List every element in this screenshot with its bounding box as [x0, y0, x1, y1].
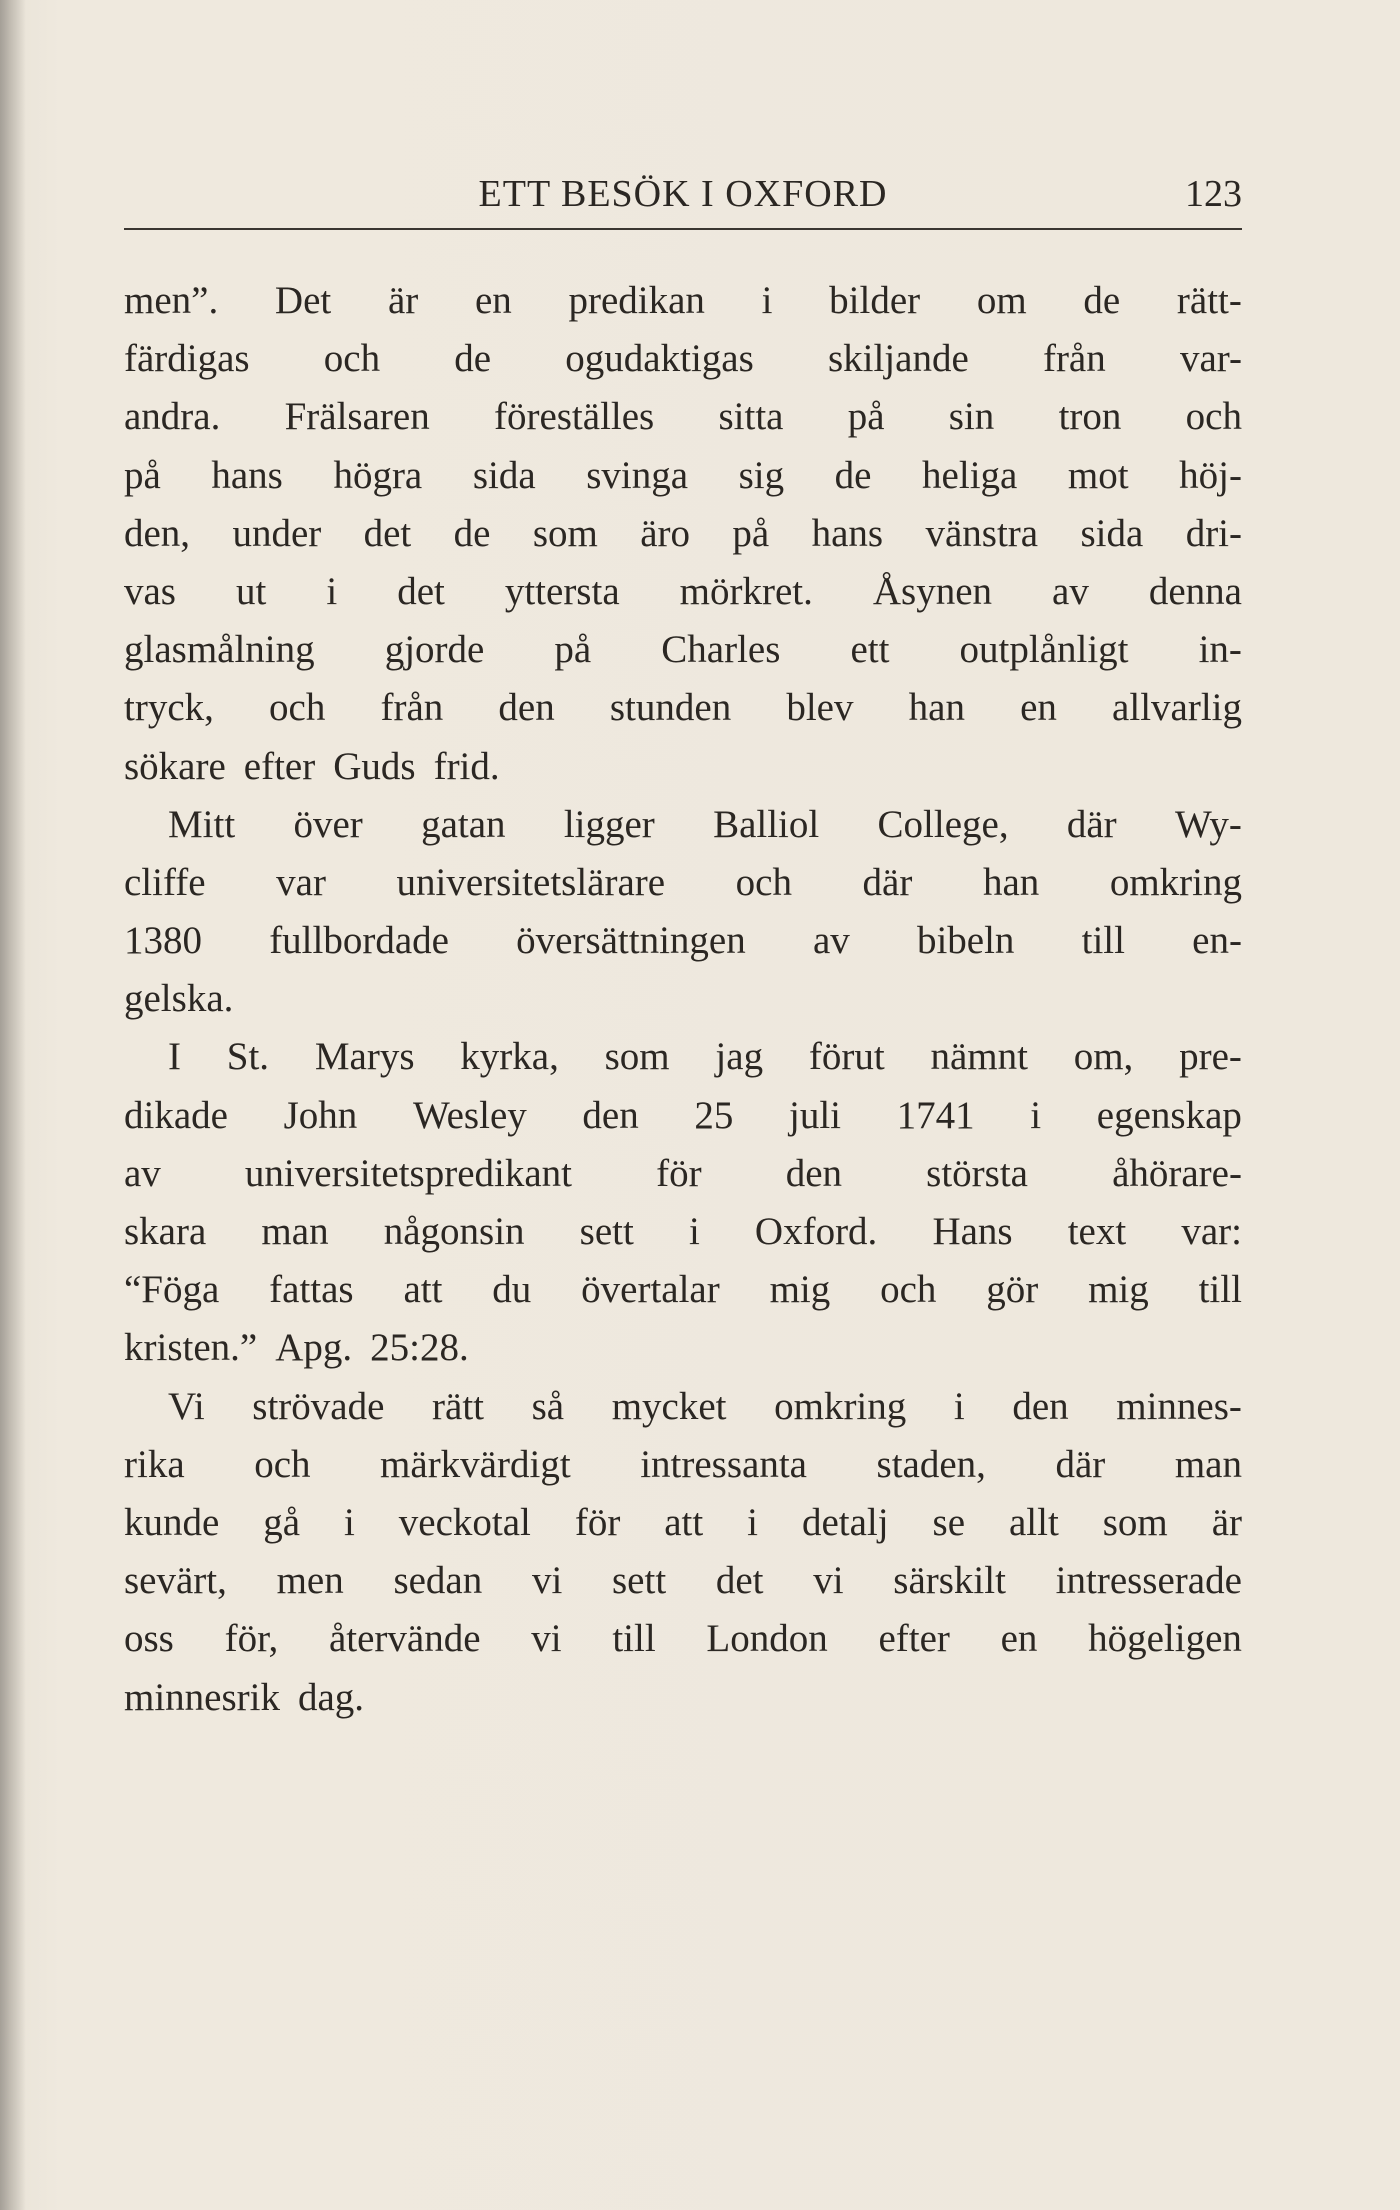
word: och [880, 1268, 937, 1312]
word: vänstra [925, 511, 1039, 555]
text-line [124, 679, 1242, 737]
word: skara [124, 1210, 207, 1253]
word: 1741 [896, 1093, 975, 1137]
word: sett [579, 1210, 634, 1253]
text-line [124, 621, 1242, 679]
word: blev [786, 686, 854, 730]
word: höj- [1179, 453, 1242, 497]
word: av [812, 919, 850, 963]
word: fullbordade [269, 919, 449, 963]
word: mig [1088, 1268, 1149, 1312]
text-line [124, 1552, 1242, 1610]
text-line [124, 1203, 1242, 1261]
word: sett [612, 1559, 667, 1603]
word: minnes- [1116, 1384, 1242, 1428]
text-line [124, 505, 1242, 563]
word: och [735, 860, 792, 904]
word: intresserade [1055, 1559, 1242, 1603]
running-head [124, 168, 1242, 228]
word: en- [1192, 919, 1242, 963]
word: skiljande [827, 337, 969, 381]
word: efter [243, 744, 316, 788]
word: vi [531, 1559, 563, 1603]
word: de [453, 511, 491, 555]
word: kunde [124, 1500, 220, 1544]
text-line [124, 1378, 1242, 1436]
word: till [612, 1617, 656, 1661]
word: Frälsaren [284, 395, 430, 439]
word: kristen.” [124, 1326, 258, 1370]
word: från [380, 686, 444, 730]
word: minnesrik [124, 1675, 280, 1719]
word: största [926, 1151, 1028, 1195]
word: den [785, 1151, 843, 1195]
word: från [1042, 337, 1106, 381]
word: övertalar [581, 1268, 720, 1312]
word: allt [1008, 1500, 1059, 1544]
word: en [1000, 1617, 1038, 1661]
word: sig [738, 453, 785, 497]
text-line [124, 272, 1242, 330]
text-line [124, 330, 1242, 388]
word: se [932, 1500, 966, 1544]
word: ogudaktigas [565, 337, 754, 381]
word: egenskap [1096, 1093, 1242, 1137]
word: Hans [932, 1210, 1013, 1253]
word: ut [236, 569, 267, 613]
word: mot [1067, 453, 1129, 497]
word: gjorde [384, 628, 485, 672]
text-line [124, 912, 1242, 970]
word: allvarlig [1112, 686, 1242, 730]
word: och [254, 1442, 311, 1486]
word: under [232, 511, 322, 555]
word: cliffe [124, 860, 206, 904]
word: outplånligt [959, 628, 1129, 672]
word: över [293, 802, 363, 846]
word: åhörare- [1112, 1151, 1242, 1195]
word: så [531, 1384, 565, 1428]
word: som [604, 1035, 670, 1079]
word: universitetslärare [396, 860, 666, 904]
word: rätt- [1176, 279, 1242, 322]
text-line [124, 1087, 1242, 1145]
word: svinga [586, 453, 689, 497]
word: den [498, 686, 555, 730]
word: Marys [314, 1035, 415, 1079]
word: vi [531, 1617, 562, 1661]
word: ligger [563, 802, 655, 846]
word: att [664, 1500, 704, 1544]
word: frid. [433, 744, 500, 788]
word: var: [1181, 1210, 1242, 1253]
word: på [554, 628, 592, 672]
word: han [908, 686, 965, 730]
word: men [276, 1559, 344, 1603]
text-line [124, 970, 1242, 1028]
word: rätt [432, 1384, 484, 1428]
word: färdigas [124, 337, 250, 381]
word: att [403, 1268, 443, 1312]
word: han [982, 860, 1040, 904]
spine-shadow [0, 0, 26, 2210]
word: I [168, 1035, 181, 1079]
word: för [574, 1500, 621, 1544]
word: man [261, 1210, 329, 1253]
word: på [124, 453, 161, 497]
word: för [656, 1151, 702, 1195]
word: Charles [661, 628, 781, 672]
word: det [363, 511, 412, 555]
word: efter [878, 1617, 950, 1661]
word: John [283, 1093, 358, 1137]
word: Apg. [275, 1326, 353, 1370]
word: mig [769, 1268, 831, 1312]
word: sitta [718, 395, 784, 439]
word: i [326, 569, 338, 613]
word: intressanta [640, 1442, 807, 1486]
word: är [387, 279, 419, 322]
word: “Föga [124, 1268, 220, 1312]
word: på [732, 511, 770, 555]
word: om, [1073, 1035, 1134, 1079]
word: andra. [124, 395, 221, 439]
word: och [1185, 395, 1242, 439]
text-line [124, 1261, 1242, 1319]
word: sevärt, [124, 1559, 227, 1603]
word: översättningen [516, 919, 746, 963]
text-line [124, 563, 1242, 621]
word: var [276, 860, 326, 904]
word: 25 [694, 1093, 734, 1137]
text-line [124, 738, 1242, 796]
word: stunden [609, 686, 732, 730]
word: gör [986, 1268, 1039, 1312]
word: College, [877, 802, 1009, 846]
word: som [532, 511, 598, 555]
word: det [397, 569, 445, 613]
word: hans [211, 453, 283, 497]
page-number: 123 [1185, 173, 1242, 215]
word: dikade [124, 1093, 228, 1137]
word: märkvärdigt [380, 1442, 571, 1486]
word: sida [1080, 511, 1144, 555]
word: gatan [421, 802, 506, 846]
text-line [124, 1028, 1242, 1086]
text-line [124, 1494, 1242, 1552]
word: dri- [1185, 511, 1242, 555]
word: i [747, 1500, 759, 1544]
word: hans [811, 511, 884, 555]
word: som [1102, 1500, 1168, 1544]
word: äro [640, 511, 691, 555]
word: där [1055, 1442, 1106, 1486]
running-title: ETT BESÖK I OXFORD [478, 173, 888, 215]
word: bilder [829, 279, 921, 322]
word: 1380 [124, 919, 202, 963]
word: jag [715, 1035, 764, 1079]
word: omkring [1109, 860, 1242, 904]
header-rule [124, 228, 1242, 230]
word: i [688, 1210, 700, 1253]
word: Mitt [168, 802, 236, 846]
word: i [1030, 1093, 1042, 1137]
word: rika [124, 1442, 185, 1486]
word: i [953, 1384, 965, 1428]
word: Balliol [713, 802, 820, 846]
word: glasmålning [124, 628, 315, 672]
word: tron [1058, 395, 1122, 439]
word: vas [124, 569, 176, 613]
word: omkring [774, 1384, 907, 1428]
body-text [124, 272, 1242, 1727]
word: London [706, 1617, 828, 1661]
word: kyrka, [460, 1035, 559, 1079]
word: in- [1198, 628, 1242, 672]
word: Oxford. [754, 1210, 878, 1253]
word: sin [948, 395, 995, 439]
word: till [1198, 1268, 1242, 1312]
word: där [862, 860, 913, 904]
word: den, [124, 511, 191, 555]
word: nämnt [930, 1035, 1028, 1079]
word: vi [813, 1559, 844, 1603]
word: detalj [801, 1500, 889, 1544]
word: det [715, 1559, 764, 1603]
word: återvände [328, 1617, 481, 1661]
word: någonsin [383, 1210, 525, 1253]
word: text [1067, 1210, 1127, 1253]
word: där [1066, 802, 1117, 846]
word: för, [224, 1617, 279, 1661]
word: om [976, 279, 1027, 322]
word: ett [850, 628, 890, 672]
word: staden, [876, 1442, 986, 1486]
word: St. [226, 1035, 270, 1079]
word: och [323, 337, 381, 381]
text-line [124, 1436, 1242, 1494]
word: sedan [393, 1559, 483, 1603]
word: på [847, 395, 885, 439]
word: strövade [252, 1384, 385, 1428]
word: veckotal [398, 1500, 531, 1544]
word: juli [789, 1093, 842, 1137]
word: sida [472, 453, 536, 497]
word: Guds [333, 744, 416, 788]
word: Åsynen [872, 569, 993, 613]
word: de [454, 337, 492, 381]
word: mörkret. [679, 569, 813, 613]
text-line [124, 388, 1242, 446]
word: de [1083, 279, 1121, 322]
word: i [761, 279, 773, 322]
text-line [124, 796, 1242, 854]
word: förut [808, 1035, 885, 1079]
word: gelska. [124, 977, 234, 1021]
word: pre- [1179, 1035, 1242, 1079]
word: heliga [922, 453, 1018, 497]
word: men”. [124, 279, 219, 322]
word: gå [263, 1500, 301, 1544]
word: tryck, [124, 686, 214, 730]
word: mycket [611, 1384, 727, 1428]
word: sökare [124, 744, 226, 788]
word: oss [124, 1617, 174, 1661]
word: och [269, 686, 326, 730]
word: Wesley [412, 1093, 527, 1137]
word: predikan [568, 279, 705, 322]
word: högra [333, 453, 423, 497]
word: var- [1179, 337, 1242, 381]
word: 25:28. [370, 1326, 469, 1370]
word: bibeln [916, 919, 1015, 963]
word: yttersta [504, 569, 620, 613]
word: Det [274, 279, 332, 322]
text-line [124, 447, 1242, 505]
word: högeligen [1088, 1617, 1242, 1661]
text-line [124, 1145, 1242, 1203]
word: en [474, 279, 512, 322]
word: denna [1148, 569, 1242, 613]
word: föreställes [493, 395, 655, 439]
text-line [124, 1319, 1242, 1377]
word: av [1052, 569, 1089, 613]
word: är [1211, 1500, 1242, 1544]
word: särskilt [893, 1559, 1006, 1603]
word: fattas [269, 1268, 354, 1312]
word: dag. [297, 1675, 365, 1719]
word: till [1081, 919, 1125, 963]
word: den [1012, 1384, 1069, 1428]
word: av [124, 1151, 161, 1195]
word: en [1020, 686, 1057, 730]
word: de [834, 453, 872, 497]
word: i [344, 1500, 355, 1544]
text-line [124, 1669, 1242, 1727]
text-line [124, 1610, 1242, 1668]
word: universitetspredikant [244, 1151, 573, 1195]
text-line [124, 854, 1242, 912]
word: Wy- [1174, 802, 1242, 846]
word: den [582, 1093, 639, 1137]
word: Vi [168, 1384, 205, 1428]
word: man [1174, 1442, 1242, 1486]
word: du [492, 1268, 532, 1312]
